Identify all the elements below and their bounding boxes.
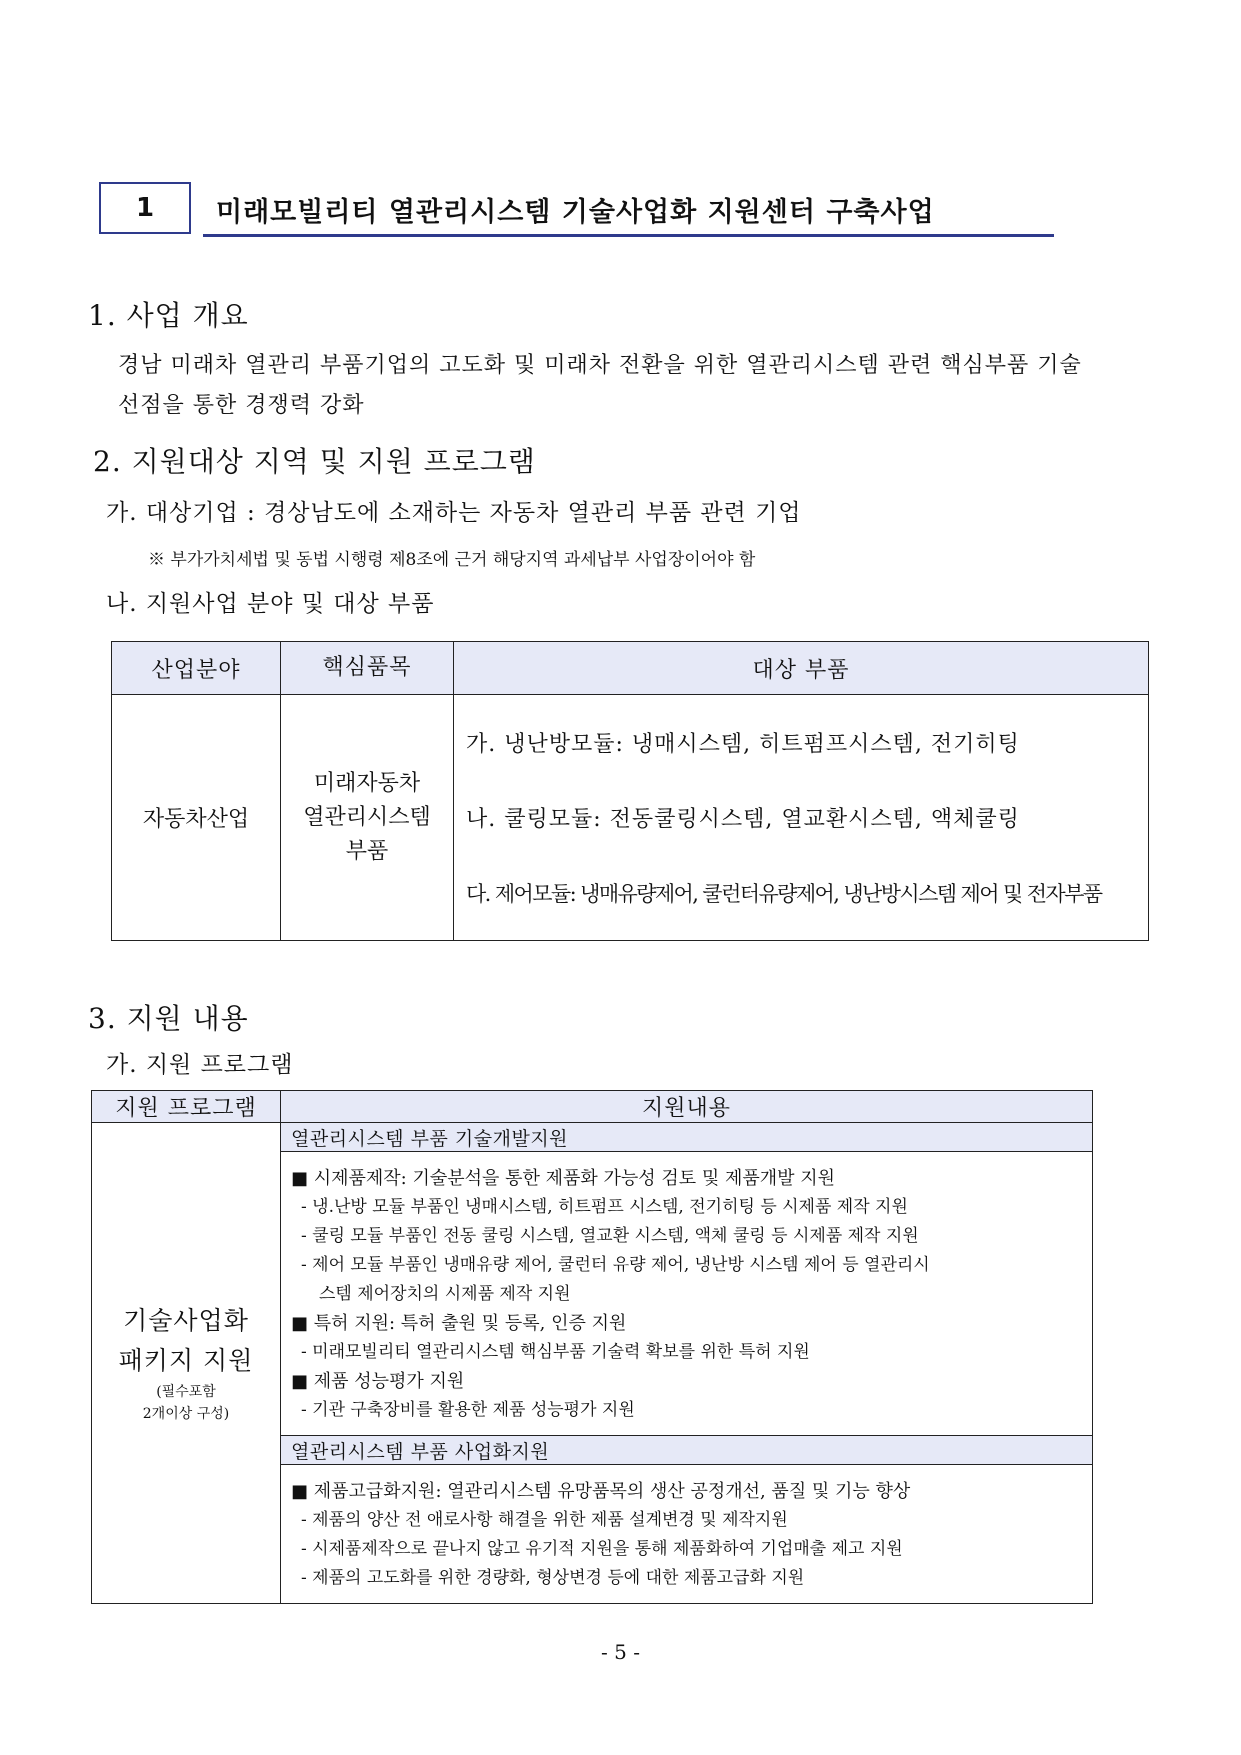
col-header-program: 지원 프로그램: [92, 1091, 281, 1123]
section-number-box: 1: [99, 182, 191, 234]
section3-program-heading: 가. 지원 프로그램: [106, 1052, 294, 1078]
detail-line: - 제어 모듈 부품인 냉매유량 제어, 쿨런터 유량 제어, 냉난방 시스템 제어 등 열관리시: [301, 1255, 930, 1275]
table-header-row: [112, 642, 1149, 695]
bullet-line: ■ 특허 지원: 특허 출원 및 등록, 인증 지원: [291, 1313, 627, 1334]
core-item-cell: [281, 695, 454, 941]
target-parts-table: [111, 641, 1149, 941]
parts-item: 다. 제어모듈: 냉매유량제어, 쿨런터유량제어, 냉난방시스템 제어 및 전자부품: [466, 881, 1102, 906]
table-row: [92, 1123, 1093, 1152]
tech-dev-content: [281, 1152, 1093, 1436]
program-name-line: 패키지 지원: [118, 1346, 254, 1375]
section2-fields-heading: 나. 지원사업 분야 및 대상 부품: [106, 591, 435, 617]
col-header-content: 지원내용: [281, 1091, 1093, 1123]
parts-item: 나. 쿨링모듈: 전동쿨링시스템, 열교환시스템, 액체쿨링: [466, 807, 1020, 832]
col-header-parts: 대상 부품: [454, 642, 1149, 695]
program-note-line: 2개이상 구성): [142, 1406, 230, 1422]
bullet-line: ■ 시제품제작: 기술분석을 통한 제품화 가능성 검토 및 제품개발 지원: [291, 1168, 836, 1189]
detail-line: 스템 제어장치의 시제품 제작 지원: [319, 1284, 571, 1304]
commercialization-section-header: 열관리시스템 부품 사업화지원: [281, 1436, 1093, 1465]
detail-line: - 제품의 양산 전 애로사항 해결을 위한 제품 설계변경 및 제작지원: [301, 1510, 788, 1530]
core-item-line: 열관리시스템: [303, 804, 431, 830]
col-header-industry: 산업분야: [112, 642, 281, 695]
page-title: 미래모빌리티 열관리시스템 기술사업화 지원센터 구축사업: [216, 197, 935, 228]
detail-line: - 시제품제작으로 끝나지 않고 유기적 지원을 통해 제품화하여 기업매출 제고 지원: [301, 1539, 903, 1559]
detail-line: - 쿨링 모듈 부품인 전동 쿨링 시스템, 열교환 시스템, 액체 쿨링 등 시제품 제작 지원: [301, 1226, 919, 1246]
section1-line2: 선점을 통한 경쟁력 강화: [118, 393, 365, 418]
program-note-line: (필수포함: [156, 1384, 216, 1400]
commercialization-content: [281, 1465, 1093, 1604]
core-item-line: 미래자동차: [313, 770, 421, 796]
section2-target-companies: 가. 대상기업 : 경상남도에 소재하는 자동차 열관리 부품 관련 기업: [106, 500, 802, 526]
section2-note: ※ 부가가치세법 및 동법 시행령 제8조에 근거 해당지역 과세납부 사업장이어야 함: [148, 550, 756, 570]
detail-line: - 미래모빌리티 열관리시스템 핵심부품 기술력 확보를 위한 특허 지원: [301, 1342, 810, 1362]
detail-line: - 기관 구축장비를 활용한 제품 성능평가 지원: [301, 1400, 635, 1420]
industry-cell: 자동차산업: [112, 695, 281, 941]
parts-item: 가. 냉난방모듈: 냉매시스템, 히트펌프시스템, 전기히팅: [466, 732, 1020, 757]
table-header-row: [92, 1091, 1093, 1123]
section1-line1: 경남 미래차 열관리 부품기업의 고도화 및 미래차 전환을 위한 열관리시스템 관련 핵심부품 기술: [118, 353, 1082, 378]
support-program-table: [91, 1090, 1093, 1604]
title-underline: [203, 234, 1054, 237]
page-number: - 5 -: [601, 1640, 640, 1664]
section3-heading: 3. 지원 내용: [88, 1002, 249, 1035]
section2-heading: 2. 지원대상 지역 및 지원 프로그램: [93, 445, 536, 478]
detail-line: - 제품의 고도화를 위한 경량화, 형상변경 등에 대한 제품고급화 지원: [301, 1568, 805, 1588]
bullet-line: ■ 제품 성능평가 지원: [291, 1371, 465, 1392]
parts-cell: [454, 695, 1149, 941]
tech-dev-section-header: 열관리시스템 부품 기술개발지원: [281, 1123, 1093, 1152]
col-header-core-item: 핵심품목: [281, 642, 454, 695]
bullet-line: ■ 제품고급화지원: 열관리시스템 유망품목의 생산 공정개선, 품질 및 기능 향상: [291, 1481, 911, 1502]
section1-heading: 1. 사업 개요: [88, 299, 249, 332]
detail-line: - 냉.난방 모듈 부품인 냉매시스템, 히트펌프 시스템, 전기히팅 등 시제품 제작 지원: [301, 1197, 908, 1217]
program-name-line: 기술사업화: [123, 1306, 249, 1335]
table-row: [112, 695, 1149, 941]
program-name-cell: [92, 1123, 281, 1604]
core-item-line: 부품: [345, 838, 389, 864]
